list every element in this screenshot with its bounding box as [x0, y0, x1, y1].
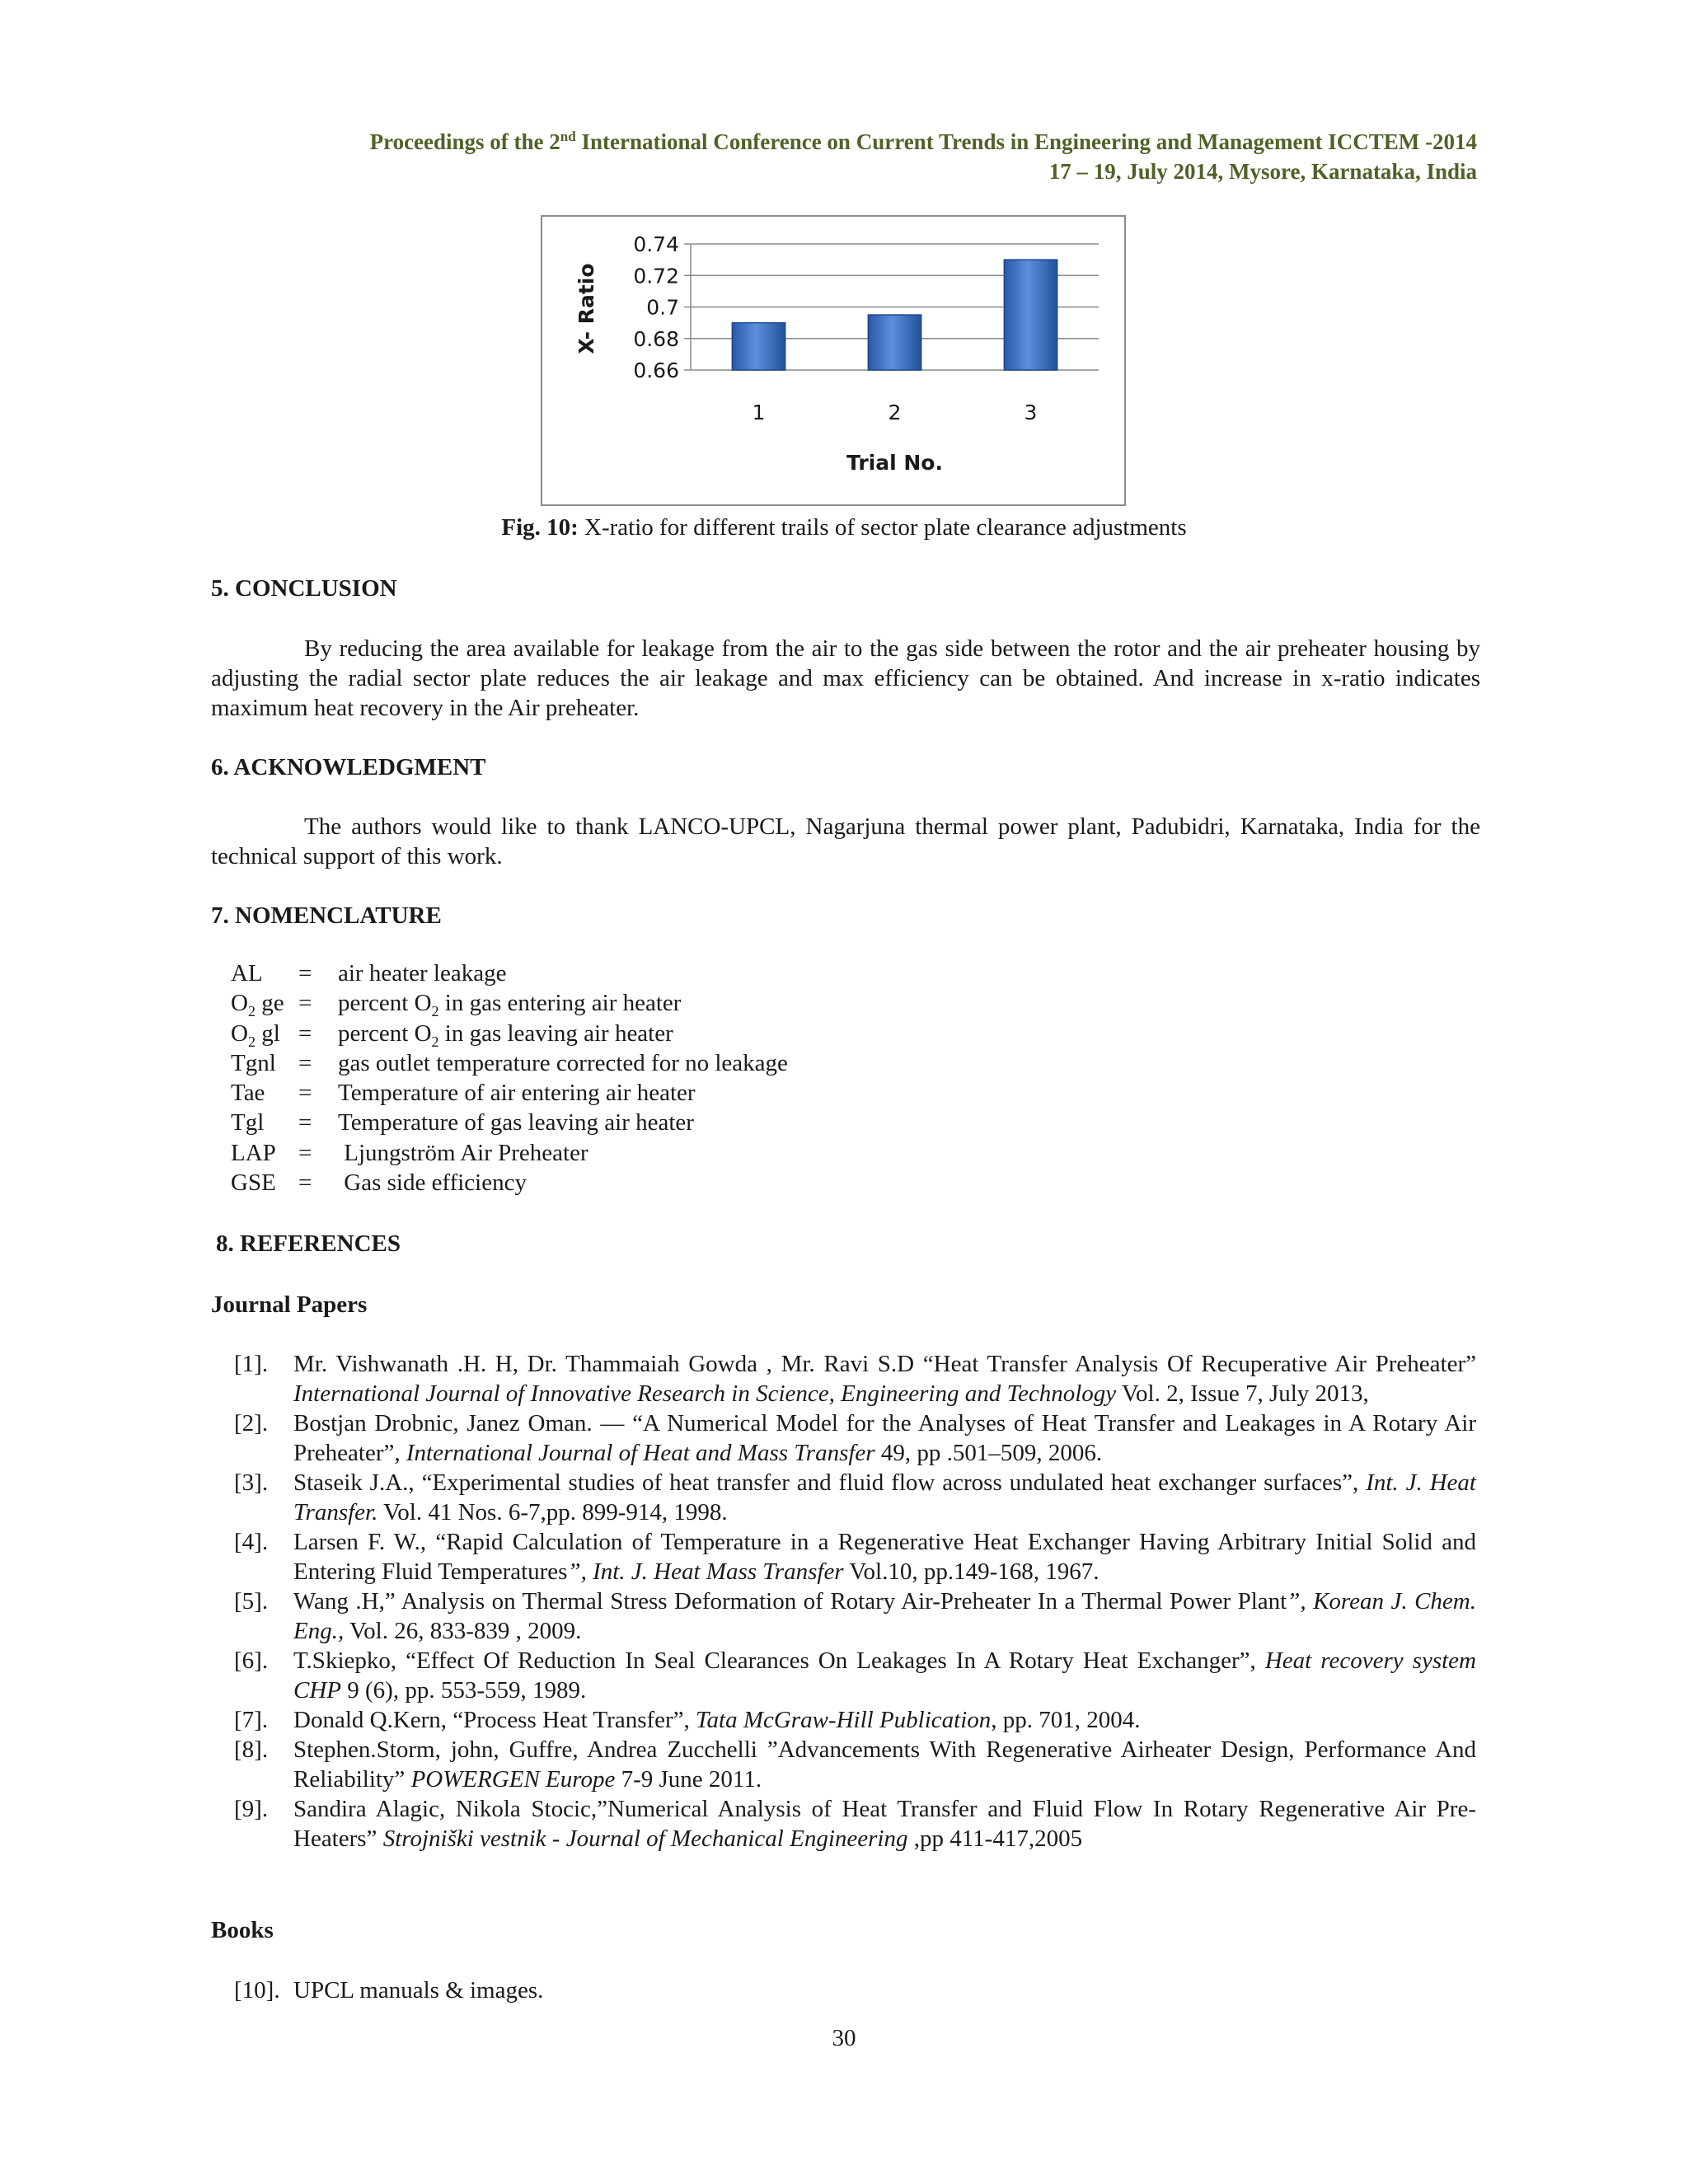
reference-number: [9].	[234, 1796, 269, 1822]
nomenclature-row: AL = air heater leakage	[231, 960, 507, 987]
figure-10	[541, 215, 1126, 506]
reference-text: Staseik J.A., “Experimental studies of heat transfer and fluid flow across undulated heat exchanger surfaces”, Int. J. Heat Transfer. Vol. 41 Nos. 6-7,pp. 899-914, 1998.	[293, 1469, 1476, 1526]
nomenclature-row: LAP = Ljungström Air Preheater	[231, 1139, 588, 1166]
reference-text: Wang .H,” Analysis on Thermal Stress Deformation of Rotary Air-Preheater In a Thermal Power Plant”, Korean J. Chem. Eng., Vol. 26, 833-839 , 2009.	[293, 1588, 1476, 1644]
reference-text: T.Skiepko, “Effect Of Reduction In Seal Clearances On Leakages In A Rotary Heat Exchanger”, Heat recovery system CHP 9 (6), pp. 553-559, 1989.	[293, 1647, 1476, 1704]
x-tick-label: 2	[888, 401, 902, 424]
y-tick-label: 0.68	[633, 326, 679, 351]
conclusion-paragraph: By reducing the area available for leakage from the air to the gas side between the rotor and the air preheater housing by adjusting the radial sector plate reduces the air leakage and max efficiency can be obtained. And increase in x-ratio indicates maximum heat recovery in the Air preheater.	[211, 635, 1480, 721]
reference-number: [4].	[234, 1529, 269, 1555]
reference-text: Mr. Vishwanath .H. H, Dr. Thammaiah Gowda , Mr. Ravi S.D “Heat Transfer Analysis Of Recuperative Air Preheater” International Journal of Innovative Research in Science, Engineering and Technology Vol. 2, Issue 7, July 2013,	[293, 1351, 1476, 1407]
header-line-1: Proceedings of the 2nd International Conference on Current Trends in Engineering and Management ICCTEM -2014	[369, 129, 1477, 154]
reference-item	[211, 1349, 1476, 1408]
reference-item	[211, 1527, 1476, 1586]
x-tick-label: 3	[1024, 401, 1038, 424]
journal-papers-heading: Journal Papers	[211, 1291, 368, 1318]
nomenclature-row: Tae = Temperature of air entering air heater	[231, 1080, 696, 1107]
y-tick-label: 0.66	[633, 359, 679, 382]
page-number: 30	[832, 2025, 856, 2051]
reference-number: [10].	[234, 1977, 280, 2004]
x-tick-label: 1	[752, 401, 766, 424]
nomenclature-heading: 7. NOMENCLATURE	[211, 902, 442, 929]
reference-item	[211, 1735, 1476, 1794]
x-ratio-bar-chart	[542, 217, 1124, 504]
reference-text: Larsen F. W., “Rapid Calculation of Temperature in a Regenerative Heat Exchanger Having Arbitrary Initial Solid and Entering Fluid Temperatures”, Int. J. Heat Mass Transfer Vol.10, pp.149-168, 1967.	[293, 1529, 1476, 1585]
reference-number: [8].	[234, 1736, 269, 1763]
y-tick-label: 0.7	[646, 295, 679, 320]
reference-item	[211, 1975, 1476, 2005]
x-axis-title: Trial No.	[846, 451, 943, 475]
bar-trial-1	[732, 323, 785, 370]
nomenclature-row: $O_2$ gl = percent $O_2$ in gas leaving air heater	[231, 1019, 673, 1050]
reference-item	[211, 1468, 1476, 1527]
reference-item	[211, 1646, 1476, 1705]
y-tick-label: 0.74	[633, 232, 679, 256]
nomenclature-row: Tgnl = gas outlet temperature corrected for no leakage	[231, 1049, 788, 1076]
books-heading: Books	[211, 1917, 274, 1943]
reference-item	[211, 1408, 1476, 1468]
reference-number: [6].	[234, 1647, 269, 1674]
nomenclature-row: $O_2$ ge = percent $O_2$ in gas entering air heater	[231, 990, 682, 1020]
y-axis-title: X- Ratio	[574, 263, 598, 354]
header-line-2: 17 – 19, July 2014, Mysore, Karnataka, India	[1048, 159, 1477, 184]
reference-number: [1].	[234, 1351, 269, 1377]
reference-item	[211, 1705, 1476, 1735]
book-reference-list	[211, 1975, 1476, 2005]
bar-trial-3	[1004, 260, 1057, 370]
nomenclature-row: Tgl = Temperature of gas leaving air heater	[231, 1109, 694, 1137]
acknowledgment-paragraph: The authors would like to thank LANCO-UPCL, Nagarjuna thermal power plant, Padubidri, Karnataka, India for the technical support of this work.	[211, 813, 1480, 869]
reference-text: Donald Q.Kern, “Process Heat Transfer”, Tata McGraw-Hill Publication, pp. 701, 2004.	[293, 1707, 1141, 1733]
acknowledgment-heading: 6. ACKNOWLEDGMENT	[211, 754, 486, 780]
bar-trial-2	[868, 315, 921, 370]
reference-text: UPCL manuals & images.	[293, 1977, 544, 2004]
y-tick-label: 0.72	[633, 264, 679, 288]
reference-text: Sandira Alagic, Nikola Stocic,”Numerical Analysis of Heat Transfer and Fluid Flow In Rotary Regenerative Air Pre-Heaters” Strojniški vestnik - Journal of Mechanical Engineering ,pp 411-417,2005	[293, 1796, 1476, 1852]
nomenclature-table	[231, 958, 788, 1197]
reference-number: [3].	[234, 1469, 269, 1496]
reference-text: Stephen.Storm, john, Guffre, Andrea Zucchelli ”Advancements With Regenerative Airheater Design, Performance And Reliability” POWERGEN Europe 7-9 June 2011.	[293, 1736, 1476, 1793]
nomenclature-row: GSE = Gas side efficiency	[231, 1169, 527, 1197]
journal-reference-list	[211, 1349, 1476, 1854]
reference-item	[211, 1794, 1476, 1854]
reference-number: [2].	[234, 1410, 269, 1436]
reference-number: [5].	[234, 1588, 269, 1615]
conclusion-heading: 5. CONCLUSION	[211, 575, 397, 602]
reference-number: [7].	[234, 1707, 269, 1733]
references-heading: 8. REFERENCES	[216, 1230, 401, 1257]
figure-caption: Fig. 10: X-ratio for different trails of sector plate clearance adjustments	[501, 514, 1187, 541]
reference-item	[211, 1586, 1476, 1646]
reference-text: Bostjan Drobnic, Janez Oman. ― “A Numerical Model for the Analyses of Heat Transfer and Leakages in A Rotary Air Preheater”, International Journal of Heat and Mass Transfer 49, pp .501–509, 2006.	[293, 1410, 1476, 1466]
conference-header	[211, 127, 1477, 186]
